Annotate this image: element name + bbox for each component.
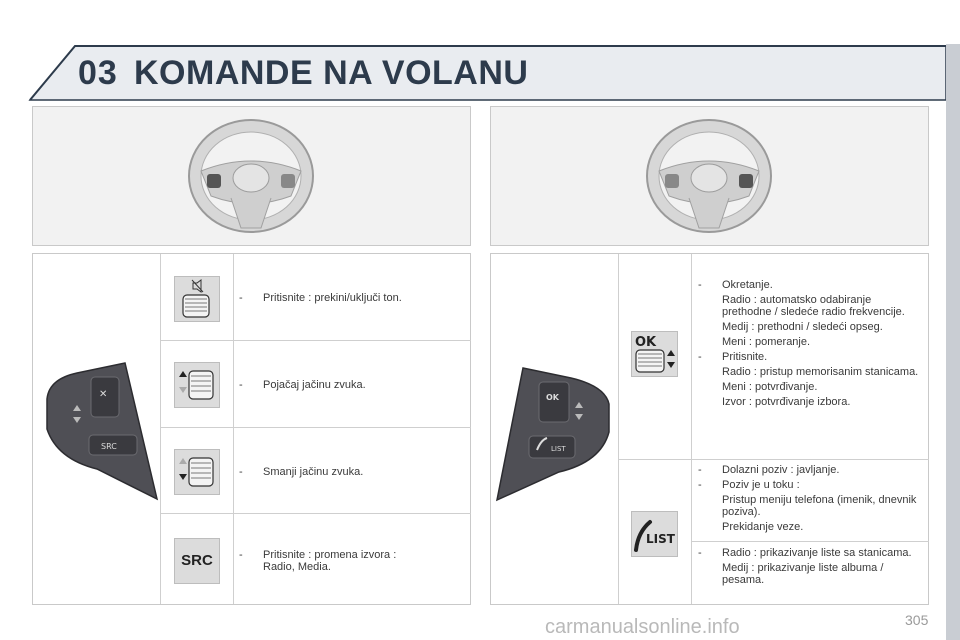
mute-description: - Pritisnite : prekini/uključi ton. — [239, 292, 402, 304]
bullet-dash: - — [698, 279, 702, 291]
description-line — [698, 351, 923, 363]
volume-down-icon — [179, 458, 187, 480]
divider — [160, 254, 161, 604]
left-control-illustration — [37, 359, 159, 507]
steering-wheel-image — [491, 107, 928, 245]
divider — [618, 254, 619, 604]
divider — [618, 459, 929, 460]
description-line — [698, 381, 923, 393]
ok-label: OK — [635, 335, 657, 350]
mute-icon — [192, 280, 203, 292]
bullet-dash: - — [698, 547, 702, 559]
volume-down-button-icon — [174, 449, 220, 495]
ok-description — [698, 279, 923, 411]
steering-wheel-photo-left — [32, 106, 471, 246]
bullet-dash: - — [698, 479, 702, 491]
description-text: Pristup meniju telefona (imenik, dnevnik poziva). — [722, 494, 917, 518]
volume-down-description: - Smanji jačinu zvuka. — [239, 466, 364, 478]
src-icon: SRC — [181, 552, 213, 569]
description-line — [698, 562, 923, 586]
description-line — [698, 494, 923, 518]
description-text: Pritisnite. — [722, 351, 768, 363]
left-controls-table — [32, 253, 471, 605]
description-line — [698, 521, 923, 533]
description-text: Medij : prethodni / sledeći opseg. — [722, 321, 883, 333]
description-text: Radio : pristup memorisanim stanicama. — [722, 366, 919, 378]
divider — [160, 340, 471, 341]
steering-wheel-image — [33, 107, 470, 245]
description-text: Meni : potvrđivanje. — [722, 381, 818, 393]
description-text: Meni : pomeranje. — [722, 336, 811, 348]
list-description-phone — [698, 464, 923, 536]
description-line — [698, 464, 923, 476]
description-line — [698, 366, 923, 378]
description-line — [698, 321, 923, 333]
description-text: Poziv je u toku : — [722, 479, 800, 491]
divider — [691, 254, 692, 604]
steering-wheel-photo-right — [490, 106, 929, 246]
src-description: - Pritisnite : promena izvora : Radio, Media. — [239, 549, 397, 573]
description-line — [698, 479, 923, 491]
volume-up-icon — [179, 371, 187, 393]
divider — [233, 254, 234, 604]
description-line — [698, 294, 923, 318]
ok-control-label: OK — [546, 393, 559, 402]
list-description-media — [698, 547, 923, 589]
description-line — [698, 547, 923, 559]
list-button-icon — [631, 511, 678, 557]
description-line — [698, 279, 923, 291]
description-text: Izvor : potvrđivanje izbora. — [722, 396, 851, 408]
chapter-number: 03 — [78, 54, 118, 92]
description-line — [698, 336, 923, 348]
page-number: 305 — [905, 612, 929, 628]
src-control-label: SRC — [101, 442, 117, 451]
volume-up-button-icon — [174, 362, 220, 408]
description-text: Medij : prikazivanje liste albuma / pesama. — [722, 562, 884, 586]
description-text: Okretanje. — [722, 279, 773, 291]
list-label: LIST — [646, 532, 675, 546]
description-text: Radio : automatsko odabiranje prethodne / sledeće radio frekvencije. — [722, 294, 905, 318]
page-title: KOMANDE NA VOLANU — [134, 54, 529, 92]
description-text: Dolazni poziv : javljanje. — [722, 464, 840, 476]
watermark: carmanualsonline.info — [545, 616, 740, 638]
divider — [160, 513, 471, 514]
right-control-illustration — [493, 364, 617, 504]
svg-text:✕: ✕ — [99, 389, 108, 400]
description-text: Radio : prikazivanje liste sa stanicama. — [722, 547, 912, 559]
src-button-icon — [174, 538, 220, 584]
bullet-dash: - — [698, 464, 702, 476]
description-text: Prekidanje veze. — [722, 521, 804, 533]
divider — [691, 541, 929, 542]
bullet-dash: - — [698, 351, 702, 363]
side-strip — [946, 44, 960, 640]
divider — [160, 427, 471, 428]
list-control-label: LIST — [551, 445, 566, 453]
volume-up-description: - Pojačaj jačinu zvuka. — [239, 379, 366, 391]
up-down-arrows-icon — [667, 350, 675, 368]
right-controls-table — [490, 253, 929, 605]
mute-button-icon — [174, 276, 220, 322]
description-line — [698, 396, 923, 408]
ok-button-icon — [631, 331, 678, 377]
